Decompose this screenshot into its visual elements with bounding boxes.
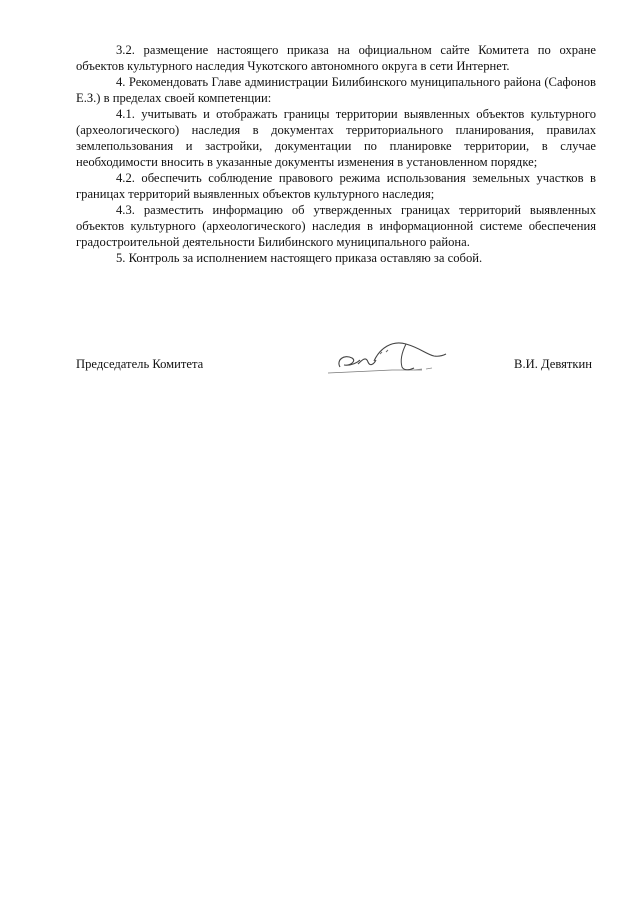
signature-icon <box>322 340 452 376</box>
signature-block <box>76 352 596 376</box>
paragraph-4-1: 4.1. учитывать и отображать границы территории выявленных объектов культурного (археологического) наследия в документах территориального планирования, правилах землепользования и застройки, документации по планировке территории, в случае необходимости вносить в указанные документы изменения в установленном порядке; <box>76 107 596 169</box>
paragraph-3-2: 3.2. размещение настоящего приказа на официальном сайте Комитета по охране объектов культурного наследия Чукотского автономного округа в сети Интернет. <box>76 43 596 73</box>
signatory-title: Председатель Комитета <box>76 357 204 371</box>
paragraph-4: 4. Рекомендовать Главе администрации Билибинского муниципального района (Сафонов Е.З.) в пределах своей компетенции: <box>76 75 596 105</box>
paragraph-5: 5. Контроль за исполнением настоящего приказа оставляю за собой. <box>116 251 483 265</box>
document-body <box>76 42 596 266</box>
signatory-name: В.И. Девяткин <box>514 357 592 371</box>
paragraph-4-2: 4.2. обеспечить соблюдение правового режима использования земельных участков в границах территорий выявленных объектов культурного наследия; <box>76 171 596 201</box>
paragraph-4-3: 4.3. разместить информацию об утвержденных границах территорий выявленных объектов культурного (археологического) наследия в информационной системе обеспечения градостроительной деятельности Билибинского муниципального района. <box>76 203 596 249</box>
